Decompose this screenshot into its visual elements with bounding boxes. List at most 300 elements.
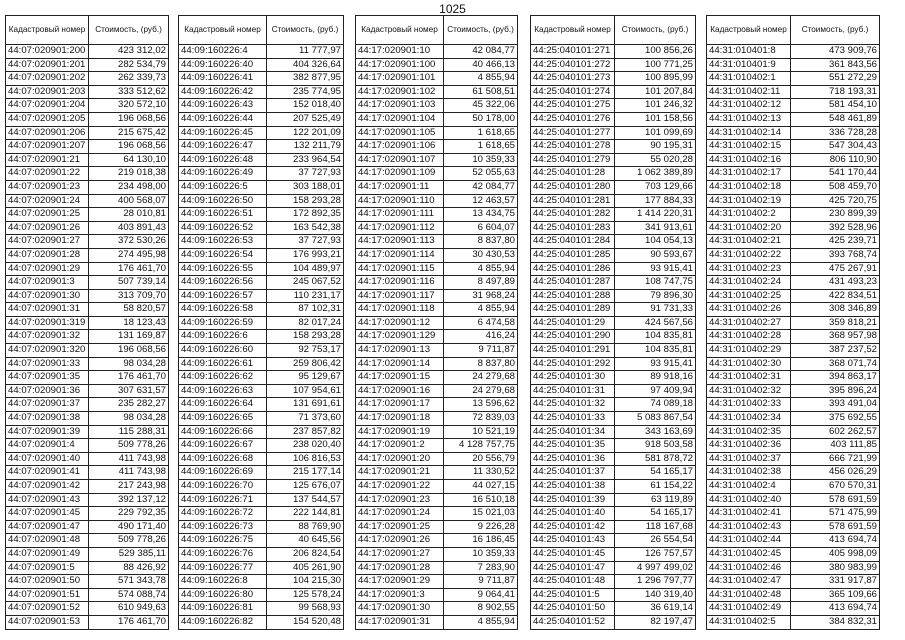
cadastral-number-cell: 44:31:010402:23: [707, 262, 791, 276]
table-row: [6, 126, 169, 140]
cadastral-number-cell: 44:17:020901:18: [356, 412, 444, 426]
cadastral-table: [706, 15, 880, 630]
cadastral-number-cell: 44:17:020901:106: [356, 140, 444, 154]
cost-cell: 176 461,70: [89, 262, 169, 276]
cost-cell: 207 525,49: [267, 112, 344, 126]
cadastral-number-cell: 44:09:160226:61: [179, 357, 267, 371]
cadastral-number-cell: 44:31:010402:29: [707, 344, 791, 358]
table-row: [707, 547, 880, 561]
cadastral-number-cell: 44:09:160226:8: [179, 575, 267, 589]
table-row: [356, 126, 518, 140]
table-row: [6, 316, 169, 330]
table-row: [531, 153, 696, 167]
cadastral-number-cell: 44:25:040101:282: [531, 208, 615, 222]
cost-cell: 548 461,89: [791, 112, 880, 126]
table-row: [356, 344, 518, 358]
table-row: [356, 547, 518, 561]
cost-cell: 541 170,44: [791, 167, 880, 181]
cadastral-number-cell: 44:09:160226:60: [179, 344, 267, 358]
table-row: [707, 561, 880, 575]
header-cost: Стоимость, (руб.): [444, 16, 518, 45]
cost-cell: 411 743,98: [89, 452, 169, 466]
table-row: [179, 507, 344, 521]
cost-cell: 16 186,45: [444, 534, 518, 548]
cadastral-number-cell: 44:09:160226:75: [179, 534, 267, 548]
cadastral-number-cell: 44:09:160226:73: [179, 520, 267, 534]
cadastral-number-cell: 44:07:020901:28: [6, 248, 89, 262]
cost-cell: 282 534,79: [89, 58, 169, 72]
cadastral-number-cell: 44:07:020901:5: [6, 561, 89, 575]
page-number: 1025: [439, 2, 466, 16]
cost-cell: 509 778,26: [89, 439, 169, 453]
table-row: [179, 371, 344, 385]
cadastral-number-cell: 44:31:010402:2: [707, 208, 791, 222]
cadastral-number-cell: 44:25:040101:33: [531, 412, 615, 426]
table-row: [179, 425, 344, 439]
cadastral-number-cell: 44:31:010402:32: [707, 384, 791, 398]
cadastral-number-cell: 44:17:020901:16: [356, 384, 444, 398]
cost-cell: 918 503,58: [615, 439, 696, 453]
table-row: [707, 371, 880, 385]
cost-cell: 425 720,75: [791, 194, 880, 208]
table-row: [6, 534, 169, 548]
cadastral-number-cell: 44:31:010402:33: [707, 398, 791, 412]
table-row: [707, 99, 880, 113]
cost-cell: 425 239,71: [791, 235, 880, 249]
table-row: [707, 140, 880, 154]
table-row: [356, 58, 518, 72]
cost-cell: 154 520,48: [267, 615, 344, 629]
cadastral-number-cell: 44:17:020901:111: [356, 208, 444, 222]
cadastral-number-cell: 44:09:160226:57: [179, 289, 267, 303]
cost-cell: 400 568,07: [89, 194, 169, 208]
cost-cell: 24 279,68: [444, 371, 518, 385]
cost-cell: 82 197,47: [615, 615, 696, 629]
cadastral-number-cell: 44:31:010401:9: [707, 58, 791, 72]
cadastral-number-cell: 44:07:020901:3: [6, 276, 89, 290]
cadastral-number-cell: 44:25:040101:285: [531, 248, 615, 262]
table-row: [531, 72, 696, 86]
cadastral-number-cell: 44:31:010402:25: [707, 289, 791, 303]
cost-cell: 219 018,38: [89, 167, 169, 181]
cost-cell: 206 824,54: [267, 547, 344, 561]
cadastral-number-cell: 44:07:020901:320: [6, 344, 89, 358]
table-row: [6, 248, 169, 262]
cost-cell: 1 296 797,77: [615, 575, 696, 589]
cadastral-number-cell: 44:31:010402:28: [707, 330, 791, 344]
cost-cell: 61 508,51: [444, 85, 518, 99]
cadastral-number-cell: 44:17:020901:23: [356, 493, 444, 507]
cadastral-number-cell: 44:07:020901:43: [6, 493, 89, 507]
cost-cell: 703 129,66: [615, 180, 696, 194]
table-row: [707, 357, 880, 371]
cadastral-number-cell: 44:07:020901:203: [6, 85, 89, 99]
cadastral-number-cell: 44:25:040101:286: [531, 262, 615, 276]
cost-cell: 104 215,30: [267, 575, 344, 589]
cost-cell: 176 461,70: [89, 371, 169, 385]
cadastral-number-cell: 44:09:160226:63: [179, 384, 267, 398]
table-row: [707, 344, 880, 358]
cost-cell: 132 211,79: [267, 140, 344, 154]
table-row: [6, 85, 169, 99]
cadastral-number-cell: 44:09:160226:59: [179, 316, 267, 330]
cadastral-number-cell: 44:09:160226:49: [179, 167, 267, 181]
cost-cell: 125 676,07: [267, 480, 344, 494]
cost-cell: 303 188,01: [267, 180, 344, 194]
cost-cell: 571 475,99: [791, 507, 880, 521]
cost-cell: 571 343,78: [89, 575, 169, 589]
table-row: [179, 575, 344, 589]
table-row: [531, 466, 696, 480]
cadastral-number-cell: 44:31:010402:27: [707, 316, 791, 330]
cost-cell: 163 542,38: [267, 221, 344, 235]
cadastral-number-cell: 44:25:040101:289: [531, 303, 615, 317]
cadastral-table: [5, 15, 169, 630]
table-row: [6, 425, 169, 439]
cost-cell: 104 489,97: [267, 262, 344, 276]
table-row: [356, 615, 518, 629]
header-cadastral-number: Кадастровый номер: [356, 16, 444, 45]
cadastral-number-cell: 44:25:040101:28: [531, 167, 615, 181]
cadastral-number-cell: 44:17:020901:114: [356, 248, 444, 262]
cadastral-number-cell: 44:07:020901:30: [6, 289, 89, 303]
cadastral-number-cell: 44:07:020901:201: [6, 58, 89, 72]
cadastral-number-cell: 44:07:020901:4: [6, 439, 89, 453]
cost-cell: 40 466,13: [444, 58, 518, 72]
cost-cell: 368 071,74: [791, 357, 880, 371]
cost-cell: 393 491,04: [791, 398, 880, 412]
cadastral-number-cell: 44:07:020901:25: [6, 208, 89, 222]
cadastral-number-cell: 44:25:040101:280: [531, 180, 615, 194]
cadastral-number-cell: 44:17:020901:19: [356, 425, 444, 439]
cost-cell: 42 084,77: [444, 45, 518, 59]
table-row: [707, 520, 880, 534]
table-row: [531, 357, 696, 371]
cadastral-number-cell: 44:09:160226:70: [179, 480, 267, 494]
cost-cell: 104 054,13: [615, 235, 696, 249]
table-row: [6, 45, 169, 59]
cadastral-number-cell: 44:31:010402:5: [707, 615, 791, 629]
cadastral-number-cell: 44:31:010402:36: [707, 439, 791, 453]
cadastral-number-cell: 44:25:040101:276: [531, 112, 615, 126]
table-row: [179, 140, 344, 154]
cost-cell: 395 896,24: [791, 384, 880, 398]
table-row: [6, 412, 169, 426]
table-row: [707, 384, 880, 398]
table-row: [6, 112, 169, 126]
cadastral-number-cell: 44:31:010402:45: [707, 547, 791, 561]
table-row: [179, 439, 344, 453]
cost-cell: 229 792,35: [89, 507, 169, 521]
cost-cell: 341 913,61: [615, 221, 696, 235]
cadastral-number-cell: 44:25:040101:40: [531, 507, 615, 521]
cadastral-number-cell: 44:17:020901:110: [356, 194, 444, 208]
table-row: [179, 412, 344, 426]
table-row: [179, 547, 344, 561]
table-row: [6, 153, 169, 167]
cadastral-number-cell: 44:09:160226:5: [179, 180, 267, 194]
cadastral-number-cell: 44:17:020901:11: [356, 180, 444, 194]
cadastral-number-cell: 44:25:040101:48: [531, 575, 615, 589]
table-row: [707, 153, 880, 167]
cost-cell: 11 330,52: [444, 466, 518, 480]
cadastral-number-cell: 44:25:040101:37: [531, 466, 615, 480]
cadastral-number-cell: 44:07:020901:33: [6, 357, 89, 371]
cost-cell: 413 694,74: [791, 602, 880, 616]
cost-cell: 234 498,00: [89, 180, 169, 194]
table-row: [356, 588, 518, 602]
cost-cell: 9 226,28: [444, 520, 518, 534]
cadastral-number-cell: 44:07:020901:319: [6, 316, 89, 330]
table-row: [356, 208, 518, 222]
table-row: [179, 480, 344, 494]
cadastral-number-cell: 44:31:010402:34: [707, 412, 791, 426]
table-row: [356, 371, 518, 385]
cost-cell: 88 426,92: [89, 561, 169, 575]
cadastral-number-cell: 44:07:020901:50: [6, 575, 89, 589]
table-row: [531, 248, 696, 262]
table-row: [707, 602, 880, 616]
cadastral-number-cell: 44:31:010402:38: [707, 466, 791, 480]
cadastral-number-cell: 44:25:040101:34: [531, 425, 615, 439]
cost-cell: 176 461,70: [89, 615, 169, 629]
cost-cell: 74 089,18: [615, 398, 696, 412]
cost-cell: 104 835,81: [615, 344, 696, 358]
cadastral-number-cell: 44:25:040101:272: [531, 58, 615, 72]
cadastral-number-cell: 44:17:020901:109: [356, 167, 444, 181]
cost-cell: 98 034,28: [89, 412, 169, 426]
cadastral-number-cell: 44:17:020901:20: [356, 452, 444, 466]
table-row: [531, 371, 696, 385]
cadastral-number-cell: 44:17:020901:27: [356, 547, 444, 561]
cost-cell: 100 895,99: [615, 72, 696, 86]
cost-cell: 405 261,90: [267, 561, 344, 575]
table-row: [707, 507, 880, 521]
table-row: [531, 439, 696, 453]
cadastral-number-cell: 44:07:020901:21: [6, 153, 89, 167]
table-row: [6, 615, 169, 629]
table-row: [6, 208, 169, 222]
cost-cell: 307 631,57: [89, 384, 169, 398]
table-row: [531, 99, 696, 113]
cadastral-number-cell: 44:09:160226:54: [179, 248, 267, 262]
cost-cell: 122 201,09: [267, 126, 344, 140]
cadastral-number-cell: 44:31:010402:22: [707, 248, 791, 262]
table-row: [6, 480, 169, 494]
cadastral-number-cell: 44:09:160226:6: [179, 330, 267, 344]
header-cost: Стоимость, (руб.): [791, 16, 880, 45]
cost-cell: 20 556,79: [444, 452, 518, 466]
cost-cell: 15 021,03: [444, 507, 518, 521]
cadastral-number-cell: 44:25:040101:284: [531, 235, 615, 249]
table-row: [6, 452, 169, 466]
table-row: [531, 507, 696, 521]
table-row: [356, 480, 518, 494]
cadastral-number-cell: 44:07:020901:29: [6, 262, 89, 276]
table-row: [707, 221, 880, 235]
table-row: [179, 398, 344, 412]
table-row: [6, 289, 169, 303]
cost-cell: 392 528,96: [791, 221, 880, 235]
cadastral-number-cell: 44:17:020901:30: [356, 602, 444, 616]
cost-cell: 152 018,40: [267, 99, 344, 113]
cost-cell: 403 111,85: [791, 439, 880, 453]
cost-cell: 40 645,56: [267, 534, 344, 548]
cadastral-number-cell: 44:25:040101:271: [531, 45, 615, 59]
cost-cell: 87 102,31: [267, 303, 344, 317]
table-row: [179, 72, 344, 86]
header-cadastral-number: Кадастровый номер: [707, 16, 791, 45]
table-row: [179, 180, 344, 194]
cost-cell: 126 757,57: [615, 547, 696, 561]
cost-cell: 18 123,43: [89, 316, 169, 330]
table-row: [707, 45, 880, 59]
table-row: [707, 276, 880, 290]
cost-cell: 196 068,56: [89, 344, 169, 358]
table-row: [179, 520, 344, 534]
table-row: [179, 262, 344, 276]
table-row: [356, 221, 518, 235]
cost-cell: 93 915,41: [615, 357, 696, 371]
cadastral-number-cell: 44:07:020901:52: [6, 602, 89, 616]
cadastral-number-cell: 44:25:040101:50: [531, 602, 615, 616]
cadastral-number-cell: 44:07:020901:204: [6, 99, 89, 113]
table-row: [707, 615, 880, 629]
cadastral-number-cell: 44:07:020901:202: [6, 72, 89, 86]
table-row: [179, 357, 344, 371]
cadastral-number-cell: 44:09:160226:40: [179, 58, 267, 72]
table-row: [356, 425, 518, 439]
cadastral-number-cell: 44:09:160226:50: [179, 194, 267, 208]
cadastral-number-cell: 44:07:020901:45: [6, 507, 89, 521]
cadastral-number-cell: 44:25:040101:292: [531, 357, 615, 371]
cost-cell: 172 892,35: [267, 208, 344, 222]
table-row: [179, 235, 344, 249]
cadastral-number-cell: 44:07:020901:47: [6, 520, 89, 534]
table-row: [179, 276, 344, 290]
cost-cell: 158 293,28: [267, 194, 344, 208]
cadastral-number-cell: 44:09:160226:65: [179, 412, 267, 426]
table-row: [356, 262, 518, 276]
cost-cell: 31 968,24: [444, 289, 518, 303]
table-row: [6, 520, 169, 534]
table-row: [531, 85, 696, 99]
table-row: [6, 180, 169, 194]
cost-cell: 115 288,31: [89, 425, 169, 439]
cadastral-number-cell: 44:09:160226:41: [179, 72, 267, 86]
cost-cell: 308 346,89: [791, 303, 880, 317]
table-row: [6, 575, 169, 589]
cost-cell: 416,24: [444, 330, 518, 344]
cost-cell: 4 128 757,75: [444, 439, 518, 453]
table-row: [707, 466, 880, 480]
cadastral-table: [355, 15, 518, 630]
table-row: [179, 384, 344, 398]
cost-cell: 4 997 499,02: [615, 561, 696, 575]
table-row: [6, 140, 169, 154]
table-row: [6, 330, 169, 344]
cadastral-number-cell: 44:31:010402:41: [707, 507, 791, 521]
table-row: [356, 575, 518, 589]
cost-cell: 37 727,93: [267, 235, 344, 249]
cadastral-number-cell: 44:31:010402:11: [707, 85, 791, 99]
table-row: [179, 303, 344, 317]
cadastral-number-cell: 44:17:020901:2: [356, 439, 444, 453]
table-row: [179, 289, 344, 303]
cost-cell: 101 099,69: [615, 126, 696, 140]
table-row: [707, 303, 880, 317]
cadastral-number-cell: 44:31:010402:17: [707, 167, 791, 181]
cadastral-number-cell: 44:31:010401:8: [707, 45, 791, 59]
cadastral-number-cell: 44:17:020901:113: [356, 235, 444, 249]
table-row: [179, 588, 344, 602]
cost-cell: 578 691,59: [791, 493, 880, 507]
table-row: [179, 112, 344, 126]
table-row: [531, 493, 696, 507]
cadastral-number-cell: 44:17:020901:21: [356, 466, 444, 480]
cost-cell: 215 675,42: [89, 126, 169, 140]
table-row: [531, 112, 696, 126]
cost-cell: 245 067,52: [267, 276, 344, 290]
cadastral-number-cell: 44:25:040101:36: [531, 452, 615, 466]
table-row: [707, 588, 880, 602]
cadastral-number-cell: 44:31:010402:13: [707, 112, 791, 126]
cost-cell: 97 409,94: [615, 384, 696, 398]
table-row: [707, 480, 880, 494]
cadastral-number-cell: 44:31:010402:30: [707, 357, 791, 371]
cost-cell: 45 322,06: [444, 99, 518, 113]
cost-cell: 104 835,81: [615, 330, 696, 344]
cost-cell: 403 891,43: [89, 221, 169, 235]
table-row: [356, 180, 518, 194]
cost-cell: 361 843,56: [791, 58, 880, 72]
table-row: [356, 248, 518, 262]
table-row: [707, 194, 880, 208]
cost-cell: 1 414 220,31: [615, 208, 696, 222]
table-row: [6, 235, 169, 249]
table-row: [6, 344, 169, 358]
cadastral-number-cell: 44:09:160226:4: [179, 45, 267, 59]
table-row: [6, 439, 169, 453]
table-row: [179, 316, 344, 330]
cost-cell: 670 570,31: [791, 480, 880, 494]
cadastral-number-cell: 44:09:160226:42: [179, 85, 267, 99]
table-row: [531, 398, 696, 412]
table-row: [6, 357, 169, 371]
cost-cell: 422 834,51: [791, 289, 880, 303]
cost-cell: 52 055,63: [444, 167, 518, 181]
cost-cell: 8 497,89: [444, 276, 518, 290]
table-row: [6, 303, 169, 317]
table-row: [356, 357, 518, 371]
cost-cell: 196 068,56: [89, 140, 169, 154]
cost-cell: 405 998,09: [791, 547, 880, 561]
cadastral-number-cell: 44:25:040101:281: [531, 194, 615, 208]
cadastral-number-cell: 44:25:040101:35: [531, 439, 615, 453]
cadastral-number-cell: 44:17:020901:116: [356, 276, 444, 290]
table-row: [356, 85, 518, 99]
cost-cell: 42 084,77: [444, 180, 518, 194]
table-row: [707, 208, 880, 222]
table-row: [707, 439, 880, 453]
cadastral-number-cell: 44:17:020901:105: [356, 126, 444, 140]
table-row: [531, 615, 696, 629]
table-row: [6, 262, 169, 276]
table-row: [531, 316, 696, 330]
table-row: [531, 167, 696, 181]
cadastral-number-cell: 44:25:040101:30: [531, 371, 615, 385]
cadastral-number-cell: 44:25:040101:29: [531, 316, 615, 330]
